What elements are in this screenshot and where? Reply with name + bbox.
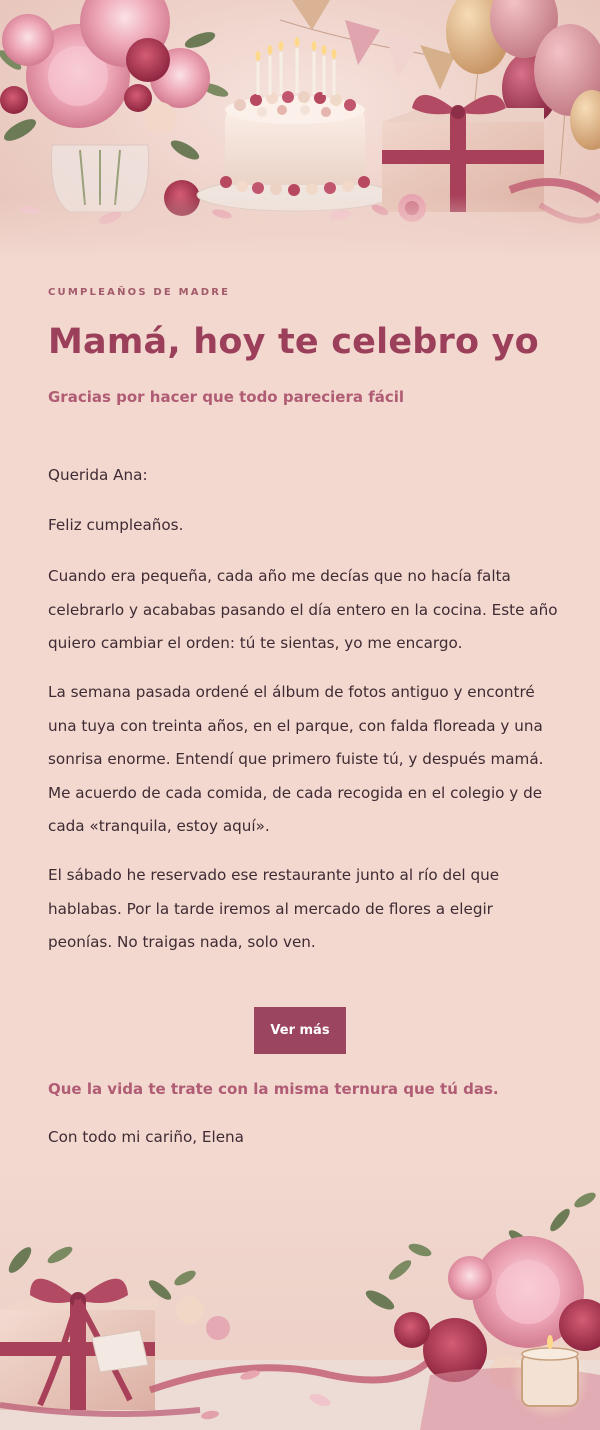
page-title: Mamá, hoy te celebro yo [48, 322, 539, 362]
letter-greeting: Querida Ana: [48, 466, 148, 484]
letter-paragraph: La semana pasada ordené el álbum de fotos antiguo y encontré una tuya con treinta años, en el parque, con falda floreada y una sonrisa enorme. Entendí que primero fuiste tú, y después mamá. Me acuerdo de cada comida, de cada recogida en el colegio y de cada «tranquila, estoy aquí». [48, 683, 544, 835]
letter-paragraph: Cuando era pequeña, cada año me decías que no hacía falta celebrarlo y acababas pasando el día entero en la cocina. Este año quiero cambiar el orden: tú te sientas, yo me encargo. [48, 567, 558, 652]
hero-illustration [0, 0, 600, 260]
closing-quote: Que la vida te trate con la misma ternura que tú das. [48, 1080, 499, 1098]
letter-wish: Feliz cumpleaños. [48, 516, 184, 534]
gift-roses-candle-icon [0, 1160, 600, 1430]
signature: Con todo mi cariño, Elena [48, 1128, 244, 1146]
ver-mas-button[interactable]: Ver más [254, 1007, 346, 1054]
eyebrow-label: CUMPLEAÑOS DE MADRE [48, 287, 231, 298]
footer-illustration [0, 1160, 600, 1430]
letter-paragraph: El sábado he reservado ese restaurante junto al río del que hablabas. Por la tarde iremos al mercado de flores a elegir peonías. No traigas nada, solo ven. [48, 866, 500, 951]
page-subtitle: Gracias por hacer que todo pareciera fácil [48, 388, 405, 406]
